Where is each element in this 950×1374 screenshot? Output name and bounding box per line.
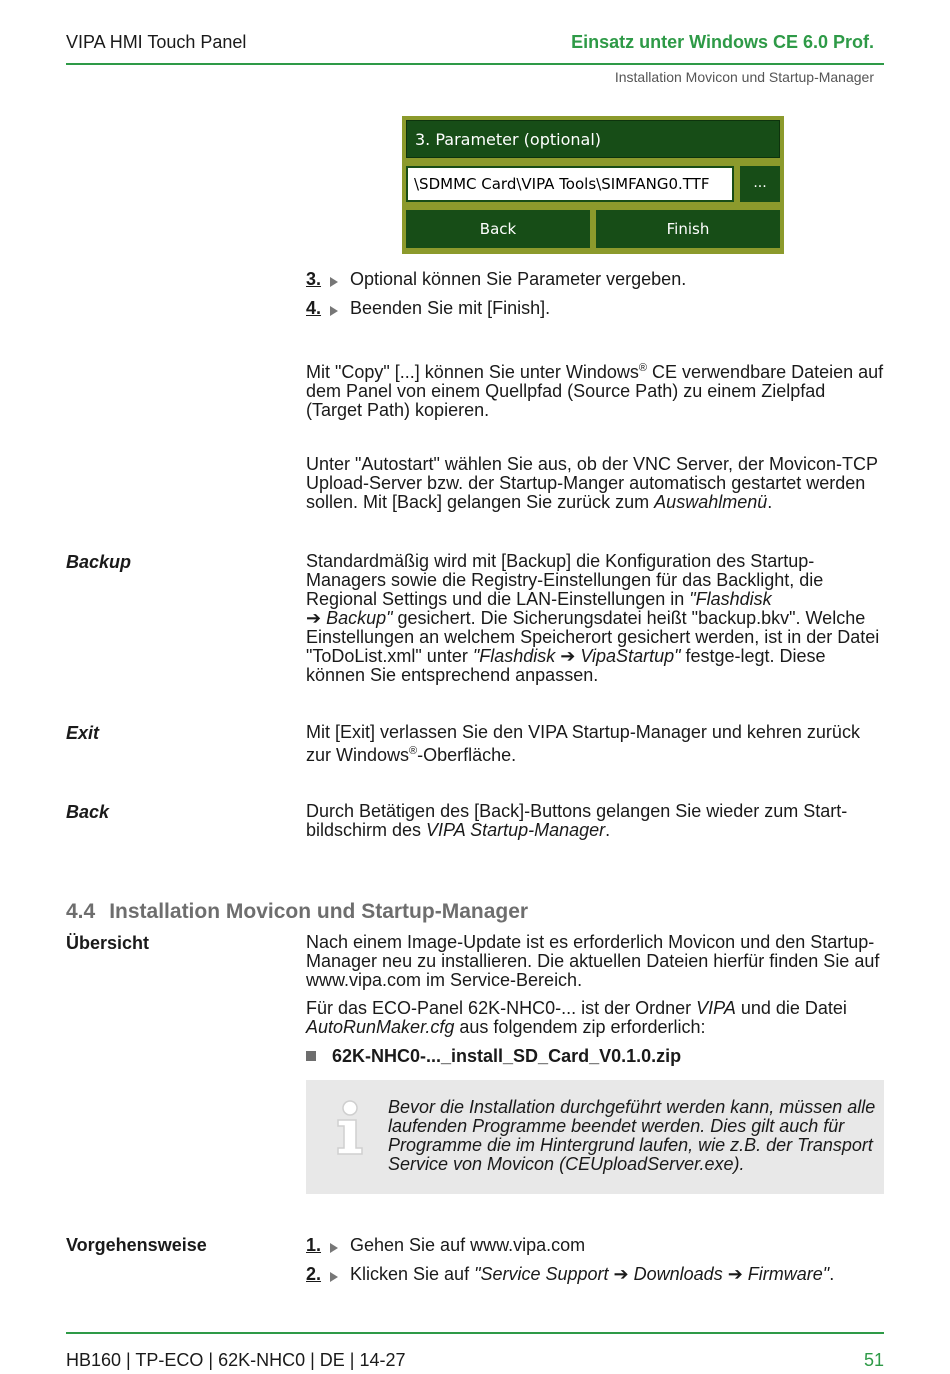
info-note-box <box>306 1080 884 1194</box>
text-run: . <box>767 492 773 512</box>
step-4 <box>306 298 550 319</box>
text-run: Klicken Sie auf <box>350 1264 475 1284</box>
section-heading <box>66 900 528 924</box>
text-run: Standardmäßig wird mit [Backup] die Konfiguration des Startup-Managers sowie die Registry-Einstellungen für das Backlight, die Regional Settings und die LAN-Einstellungen in <box>306 551 824 609</box>
text-run: gesichert. Die Sicherungsdatei heißt "backup.bkv". Welche Einstellungen an welchem Speicherort gesichert werden, ist in der Datei "ToDoList.xml" unter <box>306 608 880 666</box>
step-text: Beenden Sie mit [Finish]. <box>350 298 551 318</box>
overview-paragraph-1: Nach einem Image-Update ist es erforderlich Movicon und den Startup-Manager neu zu installieren. Die aktuellen Dateien hierfür finden Sie auf www.vipa.com im Service-Bereich. <box>306 932 880 990</box>
hmi-dialog-title: 3. Parameter (optional) <box>406 120 780 158</box>
text-run: Unter "Autostart" wählen Sie aus, ob der VNC Server, der Movicon-TCP Upload-Server bzw. der Startup-Manger automatisch gestartet werden sollen. Mit [Back] gelangen Sie zurück zum <box>306 454 878 512</box>
hmi-finish-button[interactable]: Finish <box>596 210 780 248</box>
text-run-italic: VIPA Startup-Manager <box>426 820 606 840</box>
text-run-italic: "Service Support <box>474 1264 614 1284</box>
back-label: Back <box>66 802 110 822</box>
zip-filename: 62K-NHC0-..._install_SD_Card_V0.1.0.zip <box>332 1046 682 1066</box>
text-run: -Oberfläche. <box>417 745 517 765</box>
text-run: CE verwendbare Dateien auf dem Panel von einem Quellpfad (Source Path) zu einem Zielpfad (Target Path) kopieren. <box>306 362 884 420</box>
arrow-icon: ➔ <box>306 608 322 628</box>
text-run: Durch Betätigen des [Back]-Buttons gelangen Sie wieder zum Start-bildschirm des <box>306 801 848 840</box>
running-header-right: Einsatz unter Windows CE 6.0 Prof. <box>571 32 874 52</box>
overview-paragraph-2 <box>306 999 886 1037</box>
text-run: Mit "Copy" [...] können Sie unter Windows <box>306 362 639 382</box>
back-paragraph <box>306 802 886 840</box>
text-run: . <box>605 820 611 840</box>
overview-label: Übersicht <box>66 933 150 953</box>
hmi-parameter-input[interactable]: \SDMMC Card\VIPA Tools\SIMFANG0.TTF <box>406 166 734 202</box>
step-text: Gehen Sie auf www.vipa.com <box>350 1235 586 1255</box>
text-run-italic: AutoRunMaker.cfg <box>306 1017 455 1037</box>
text-run-italic: "Flashdisk <box>689 589 772 609</box>
text-run: und die Datei <box>735 998 847 1018</box>
text-run: festge-legt. Diese können Sie entsprechend anpassen. <box>306 646 826 685</box>
text-run-italic: "Flashdisk <box>472 646 561 666</box>
backup-paragraph <box>306 552 886 685</box>
arrow-icon: ➔ <box>560 646 576 666</box>
section-number: 4.4 <box>66 900 96 923</box>
text-run: . <box>829 1264 835 1284</box>
step-arrow-icon <box>330 1243 338 1253</box>
hmi-back-button[interactable]: Back <box>406 210 590 248</box>
step-3 <box>306 269 686 290</box>
copy-paragraph <box>306 359 886 420</box>
hmi-browse-button[interactable]: ... <box>740 166 780 202</box>
step-arrow-icon <box>330 306 338 316</box>
step-text: Optional können Sie Parameter vergeben. <box>350 269 687 289</box>
text-run-italic: VIPA <box>696 998 736 1018</box>
page-number: 51 <box>863 1350 884 1370</box>
zip-bullet <box>306 1046 681 1067</box>
note-text: Bevor die Installation durchgeführt werden kann, müssen alle laufenden Programme beendet werden. Dies gilt auch für Programme die im Hintergrund laufen, wie z.B. der Transport Service von Movicon (CEUploadServer.exe). <box>388 1097 876 1174</box>
step-1 <box>306 1235 585 1256</box>
exit-label: Exit <box>66 723 100 743</box>
running-header-subtitle: Installation Movicon und Startup-Manager <box>614 69 874 85</box>
bullet-square-icon <box>306 1051 316 1061</box>
section-title: Installation Movicon und Startup-Manager <box>109 900 529 923</box>
text-run: Mit [Exit] verlassen Sie den VIPA Startup-Manager und kehren zurück zur Windows <box>306 722 860 765</box>
text-run-italic: Downloads <box>628 1264 728 1284</box>
procedure-label: Vorgehensweise <box>66 1235 207 1255</box>
text-run-italic: VipaStartup" <box>575 646 681 666</box>
text-run: Für das ECO-Panel 62K-NHC0-... ist der Ordner <box>306 998 697 1018</box>
text-run-italic: Firmware" <box>742 1264 830 1284</box>
autostart-paragraph <box>306 455 886 512</box>
hmi-parameter-dialog <box>402 116 784 254</box>
info-icon <box>330 1100 370 1156</box>
header-rule <box>66 63 884 65</box>
step-arrow-icon <box>330 277 338 287</box>
arrow-icon: ➔ <box>613 1264 629 1284</box>
arrow-icon: ➔ <box>727 1264 743 1284</box>
step-number: 3. <box>306 269 322 289</box>
running-header-left: VIPA HMI Touch Panel <box>66 32 247 52</box>
backup-label: Backup <box>66 552 132 572</box>
text-run: aus folgendem zip erforderlich: <box>454 1017 706 1037</box>
registered-mark: ® <box>409 745 418 757</box>
footer-doc-id: HB160 | TP-ECO | 62K-NHC0 | DE | 14-27 <box>66 1350 406 1370</box>
step-arrow-icon <box>330 1272 338 1282</box>
step-number: 4. <box>306 298 322 318</box>
registered-mark: ® <box>638 362 648 374</box>
exit-paragraph <box>306 723 886 765</box>
step-number: 1. <box>306 1235 322 1255</box>
text-run-italic: Backup" <box>321 608 393 628</box>
text-run-italic: Auswahlmenü <box>654 492 768 512</box>
step-2 <box>306 1264 834 1285</box>
footer-rule <box>66 1332 884 1334</box>
step-number: 2. <box>306 1264 322 1284</box>
